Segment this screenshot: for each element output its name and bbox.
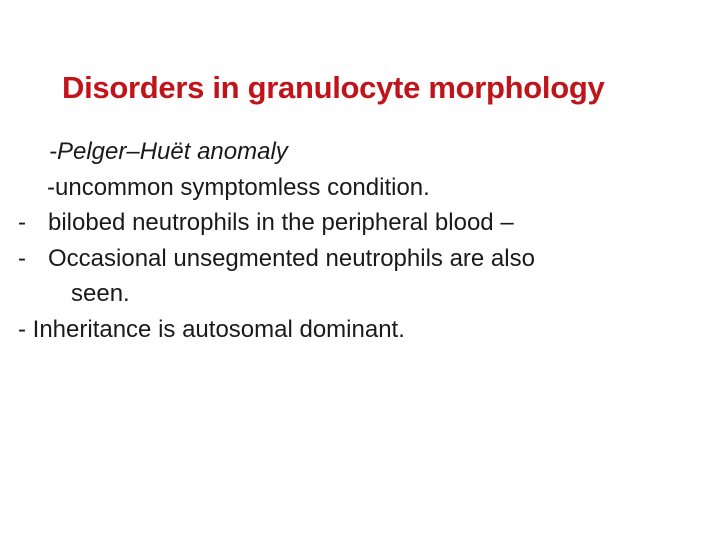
bullet-text: bilobed neutrophils in the peripheral blood – [48,209,514,236]
bullet-dash: - [18,244,26,272]
inheritance-line: - Inheritance is autosomal dominant. [18,315,405,343]
bullet-dash: - [18,209,26,236]
bullet-text: Occasional unsegmented neutrophils are also [48,244,535,272]
anomaly-heading: -Pelger–Huët anomaly [49,138,288,165]
bullet-item-unsegmented [0,241,700,277]
slide-title: Disorders in granulocyte morphology [62,70,605,105]
bullet-item-bilobed [0,205,700,241]
condition-line: -uncommon symptomless condition. [47,173,430,201]
slide-body [0,134,700,347]
bullet-continuation: seen. [71,280,130,307]
